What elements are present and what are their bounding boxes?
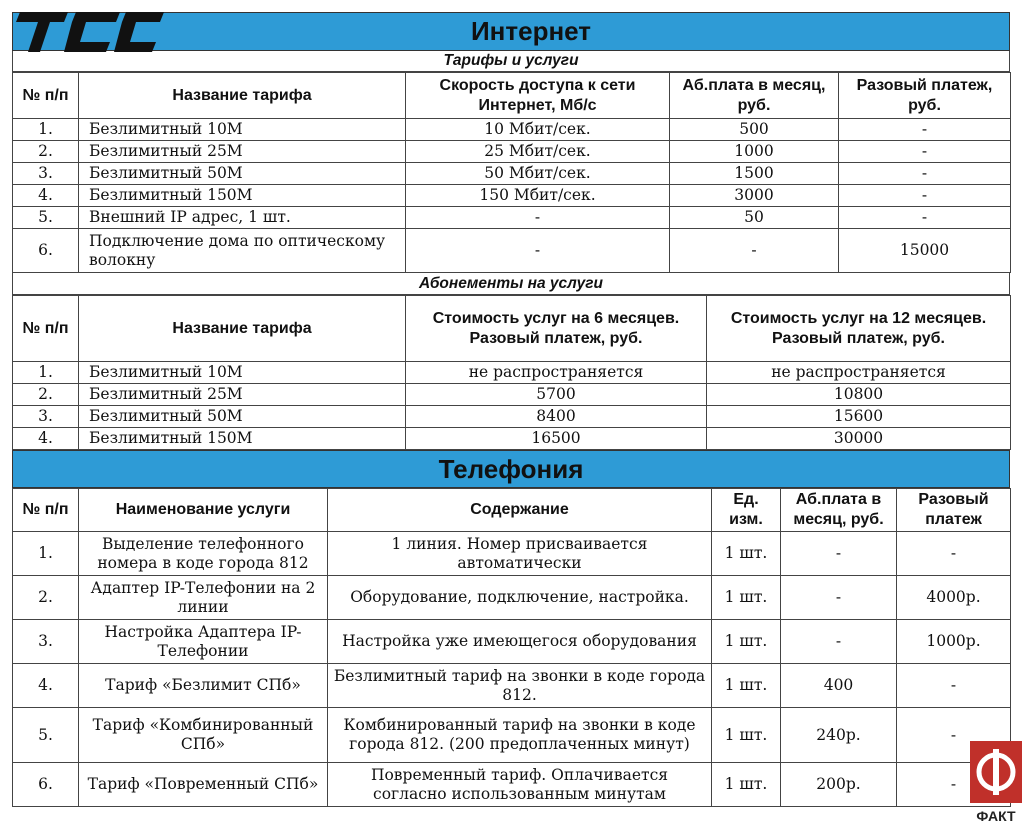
telephony-cell: Адаптер IP-Телефонии на 2 линии — [79, 576, 328, 620]
fakt-watermark — [968, 741, 1024, 825]
telephony-cell: - — [897, 708, 1011, 763]
subscription-cell: 15600 — [707, 406, 1011, 428]
tariffs-header-row — [13, 73, 1011, 119]
tariff-cell: 5. — [13, 207, 79, 229]
subs-header-row — [13, 296, 1011, 362]
fakt-label: ФАКТ — [976, 808, 1016, 824]
tariff-cell: 150 Мбит/сек. — [406, 185, 670, 207]
tariff-cell: 500 — [670, 119, 839, 141]
subscription-cell: Безлимитный 25М — [79, 384, 406, 406]
telephony-cell: 4000р. — [897, 576, 1011, 620]
telephony-cell: 400 — [781, 664, 897, 708]
subscription-cell: 4. — [13, 428, 79, 450]
tariff-cell: Внешний IP адрес, 1 шт. — [79, 207, 406, 229]
telephony-row — [13, 664, 1011, 708]
telephony-cell: Выделение телефонного номера в коде города 812 — [79, 532, 328, 576]
price-list — [12, 12, 1010, 807]
subscription-cell: 1. — [13, 362, 79, 384]
tariff-cell: Безлимитный 10М — [79, 119, 406, 141]
telephony-cell: 2. — [13, 576, 79, 620]
telephony-title: Телефония — [12, 450, 1010, 488]
telephony-cell: 1 шт. — [712, 664, 781, 708]
tariff-cell: 10 Мбит/сек. — [406, 119, 670, 141]
telephony-cell: - — [897, 763, 1011, 807]
subscription-cell: Безлимитный 50М — [79, 406, 406, 428]
tariff-row — [13, 185, 1011, 207]
th-onetime: Разовый платеж, руб. — [839, 73, 1011, 119]
tariff-cell: 25 Мбит/сек. — [406, 141, 670, 163]
telephony-cell: 1 шт. — [712, 532, 781, 576]
subscription-cell: Безлимитный 150М — [79, 428, 406, 450]
th-monthly: Аб.плата в месяц, руб. — [670, 73, 839, 119]
telephony-cell: 5. — [13, 708, 79, 763]
telephony-cell: - — [781, 532, 897, 576]
tariff-cell: - — [406, 229, 670, 273]
subscription-row — [13, 384, 1011, 406]
telephony-row — [13, 763, 1011, 807]
th-num: № п/п — [13, 296, 79, 362]
subscription-row — [13, 428, 1011, 450]
th-num: № п/п — [13, 489, 79, 532]
tariff-cell: 1500 — [670, 163, 839, 185]
telephony-row — [13, 576, 1011, 620]
telephony-cell: 1 шт. — [712, 576, 781, 620]
telephony-cell: Оборудование, подключение, настройка. — [328, 576, 712, 620]
tariff-row — [13, 119, 1011, 141]
telephony-cell: 1 шт. — [712, 620, 781, 664]
telephony-cell: - — [781, 576, 897, 620]
tariff-cell: 50 — [670, 207, 839, 229]
subscription-cell: 8400 — [406, 406, 707, 428]
th-onetime: Разовый платеж — [897, 489, 1011, 532]
telephony-header-row — [13, 489, 1011, 532]
tariff-cell: Подключение дома по оптическому волокну — [79, 229, 406, 273]
tariff-cell: 2. — [13, 141, 79, 163]
th-service: Наименование услуги — [79, 489, 328, 532]
th-12m: Стоимость услуг на 12 месяцев. Разовый платеж, руб. — [707, 296, 1011, 362]
tariff-row — [13, 141, 1011, 163]
tariff-cell: 6. — [13, 229, 79, 273]
telephony-cell: - — [897, 532, 1011, 576]
telephony-cell: - — [781, 620, 897, 664]
th-speed: Скорость доступа к сети Интернет, Мб/с — [406, 73, 670, 119]
th-unit: Ед. изм. — [712, 489, 781, 532]
th-monthly: Аб.плата в месяц, руб. — [781, 489, 897, 532]
subscription-cell: не распространяется — [406, 362, 707, 384]
subscription-cell: не распространяется — [707, 362, 1011, 384]
tariff-cell: - — [839, 163, 1011, 185]
tariff-cell: 3. — [13, 163, 79, 185]
tariff-cell: - — [839, 185, 1011, 207]
telephony-cell: 240р. — [781, 708, 897, 763]
telephony-cell: 200р. — [781, 763, 897, 807]
telephony-cell: Комбинированный тариф на звонки в коде города 812. (200 предоплаченных минут) — [328, 708, 712, 763]
tariff-cell: - — [670, 229, 839, 273]
telephony-cell: Тариф «Безлимит СПб» — [79, 664, 328, 708]
tariff-cell: Безлимитный 150М — [79, 185, 406, 207]
telephony-cell: 1 шт. — [712, 763, 781, 807]
tariff-cell: - — [839, 141, 1011, 163]
internet-title: Интернет — [12, 12, 1010, 51]
tariff-row — [13, 229, 1011, 273]
subscription-cell: 16500 — [406, 428, 707, 450]
tariffs-table — [12, 72, 1011, 273]
telephony-row — [13, 708, 1011, 763]
th-num: № п/п — [13, 73, 79, 119]
telephony-cell: Безлимитный тариф на звонки в коде города 812. — [328, 664, 712, 708]
telephony-row — [13, 620, 1011, 664]
tariff-cell: - — [839, 119, 1011, 141]
telephony-cell: - — [897, 664, 1011, 708]
telephony-cell: 3. — [13, 620, 79, 664]
telephony-cell: 1000р. — [897, 620, 1011, 664]
tariff-cell: 3000 — [670, 185, 839, 207]
th-name: Название тарифа — [79, 296, 406, 362]
telephony-cell: 1 шт. — [712, 708, 781, 763]
subscription-cell: 5700 — [406, 384, 707, 406]
subs-caption: Абонементы на услуги — [12, 273, 1010, 295]
tariff-cell: - — [839, 207, 1011, 229]
th-name: Название тарифа — [79, 73, 406, 119]
telephony-cell: 4. — [13, 664, 79, 708]
subscription-cell: 10800 — [707, 384, 1011, 406]
telephony-row — [13, 532, 1011, 576]
subscription-row — [13, 362, 1011, 384]
tariff-row — [13, 207, 1011, 229]
tariff-cell: Безлимитный 50М — [79, 163, 406, 185]
subscription-row — [13, 406, 1011, 428]
th-content: Содержание — [328, 489, 712, 532]
telephony-cell: 6. — [13, 763, 79, 807]
subscription-cell: 3. — [13, 406, 79, 428]
th-6m: Стоимость услуг на 6 месяцев. Разовый платеж, руб. — [406, 296, 707, 362]
subscription-cell: 2. — [13, 384, 79, 406]
tariff-cell: - — [406, 207, 670, 229]
telephony-cell: Настройка Адаптера IP-Телефонии — [79, 620, 328, 664]
telephony-cell: Настройка уже имеющегося оборудования — [328, 620, 712, 664]
tariff-cell: 1000 — [670, 141, 839, 163]
tariff-cell: Безлимитный 25М — [79, 141, 406, 163]
tariff-cell: 4. — [13, 185, 79, 207]
subscription-cell: 30000 — [707, 428, 1011, 450]
telephony-table — [12, 488, 1011, 807]
tariff-cell: 1. — [13, 119, 79, 141]
telephony-cell: Тариф «Повременный СПб» — [79, 763, 328, 807]
subscriptions-table — [12, 295, 1011, 450]
tariffs-caption: Тарифы и услуги — [12, 51, 1010, 72]
tss-logo — [14, 6, 164, 58]
telephony-cell: 1 линия. Номер присваивается автоматически — [328, 532, 712, 576]
telephony-cell: 1. — [13, 532, 79, 576]
tariff-row — [13, 163, 1011, 185]
subscription-cell: Безлимитный 10М — [79, 362, 406, 384]
tariff-cell: 50 Мбит/сек. — [406, 163, 670, 185]
telephony-cell: Тариф «Комбинированный СПб» — [79, 708, 328, 763]
telephony-cell: Повременный тариф. Оплачивается согласно использованным минутам — [328, 763, 712, 807]
tariff-cell: 15000 — [839, 229, 1011, 273]
